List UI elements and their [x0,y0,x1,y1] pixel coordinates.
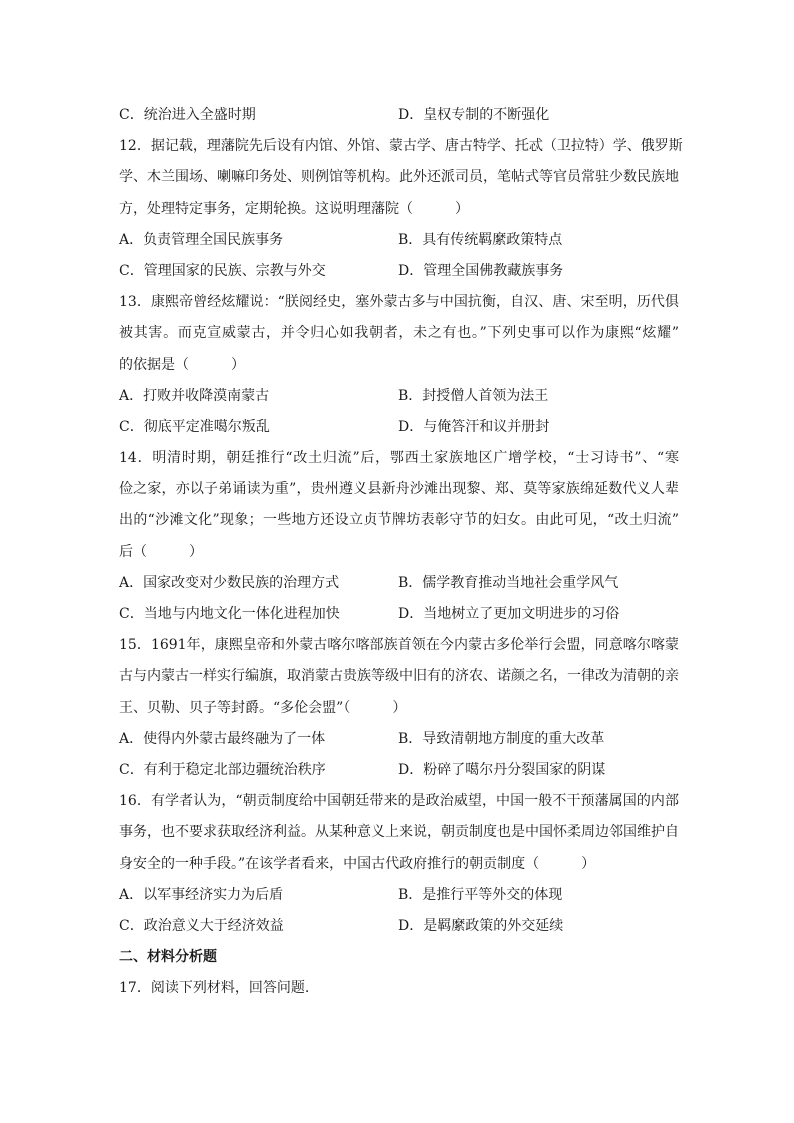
q12-option-c[interactable]: C．管理国家的民族、宗教与外交 [119,262,326,279]
q16-stem-line-3: 身安全的一种手段。”在该学者看来，中国古代政府推行的朝贡制度（ ） [119,855,596,872]
q12-options-ab [119,225,679,256]
q13-stem-line-2: 被其害。而克宣威蒙古，并令归心如我朝者，未之有也。”下列史事可以作为康熙“炫耀” [119,325,679,342]
q12-stem-line-1: 12．据记载，理藩院先后设有内馆、外馆、蒙古学、唐古特学、托忒（卫拉特）学、俄罗斯 [119,138,683,155]
q15-option-b[interactable]: B．导致清朝地方制度的重大改革 [398,730,605,747]
question-16 [119,786,679,942]
q15-options-ab [119,724,679,755]
q15-stem-line-3: 王、贝勒、贝子等封爵。“多伦会盟”（ ） [119,699,407,716]
q11-option-d[interactable]: D．皇权专制的不断强化 [398,107,550,123]
q14-option-c[interactable]: C．当地与内地文化一体化进程加快 [119,606,340,622]
q16-options-cd [119,911,679,942]
q16-stem-line-2: 事务，也不要求获取经济利益。从某种意义上来说，朝贡制度也是中国怀柔周边邻国维护自 [119,824,679,841]
question-17-stem: 17．阅读下列材料，回答问题. [119,980,310,997]
section-2-heading: 二、材料分析题 [119,949,217,966]
q16-option-d[interactable]: D．是羁縻政策的外交延续 [398,917,564,934]
q14-stem-line-4: 后（ ） [119,543,203,560]
question-12 [119,131,683,287]
q14-option-b[interactable]: B．儒学教育推动当地社会重学风气 [398,574,619,591]
q12-options-cd [119,256,679,287]
question-15 [119,630,679,786]
q13-options-ab [119,381,679,412]
q12-stem-line-2: 学、木兰围场、喇嘛印务处、则例馆等机构。此外还派司员，笔帖式等官员常驻少数民族地 [119,169,679,186]
q13-stem-line-1: 13．康熙帝曾经炫耀说：“朕阅经史，塞外蒙古多与中国抗衡，自汉、唐、宋至明，历代俱 [119,294,679,311]
q14-options-cd [119,599,679,630]
question-14 [119,443,679,630]
question-11-options-cd [119,100,679,131]
q13-option-c[interactable]: C．彻底平定准噶尔叛乱 [119,418,270,435]
q16-option-a[interactable]: A．以军事经济实力为后盾 [119,886,284,903]
q16-options-ab [119,880,679,911]
q12-option-d[interactable]: D．管理全国佛教藏族事务 [398,262,564,279]
q16-option-c[interactable]: C．政治意义大于经济效益 [119,917,284,934]
page-content [119,100,683,1004]
q14-option-d[interactable]: D．当地树立了更加文明进步的习俗 [398,606,620,622]
q14-options-ab [119,568,679,599]
q11-option-c[interactable]: C．统治进入全盛时期 [119,107,256,123]
q13-option-d[interactable]: D．与俺答汗和议并册封 [398,418,550,435]
q12-option-b[interactable]: B．具有传统羁縻政策特点 [398,231,563,248]
q13-stem-line-3: 的依据是（ ） [119,356,245,373]
q16-option-b[interactable]: B．是推行平等外交的体现 [398,886,563,903]
q15-option-c[interactable]: C．有利于稳定北部边疆统治秩序 [119,761,326,778]
q15-stem-line-1: 15．1691年，康熙皇帝和外蒙古喀尔喀部族首领在今内蒙古多伦举行会盟，同意喀尔喀蒙 [119,637,679,654]
q13-option-a[interactable]: A．打败并收降漠南蒙古 [119,387,270,404]
q12-option-a[interactable]: A．负责管理全国民族事务 [119,231,284,248]
q15-options-cd [119,755,679,786]
q15-option-a[interactable]: A．使得内外蒙古最终融为了一体 [119,730,326,747]
question-13 [119,287,679,443]
q15-stem-line-2: 古与内蒙古一样实行编旗，取消蒙古贵族等级中旧有的济农、诺颜之名，一律改为清朝的亲 [119,668,679,685]
q14-stem-line-3: 出的“沙滩文化”现象；一些地方还设立贞节牌坊表彰守节的妇女。由此可见，“改土归流” [119,512,679,529]
q14-stem-line-2: 俭之家，亦以子弟诵读为重”，贵州遵义县新舟沙滩出现黎、郑、莫等家族绵延数代义人辈 [119,481,679,498]
q16-stem-line-1: 16．有学者认为，“朝贡制度给中国朝廷带来的是政治威望，中国一般不干预藩属国的内部 [119,793,679,810]
q14-stem-line-1: 14．明清时期，朝廷推行“改土归流”后，鄂西土家族地区广增学校，“士习诗书”、“寒 [119,450,679,467]
q13-option-b[interactable]: B．封授僧人首领为法王 [398,387,549,404]
q15-option-d[interactable]: D．粉碎了噶尔丹分裂国家的阴谋 [398,761,606,778]
q12-stem-line-3: 方，处理特定事务，定期轮换。这说明理藩院（ ） [119,200,469,217]
q13-options-cd [119,412,679,443]
q14-option-a[interactable]: A．国家改变对少数民族的治理方式 [119,574,340,591]
